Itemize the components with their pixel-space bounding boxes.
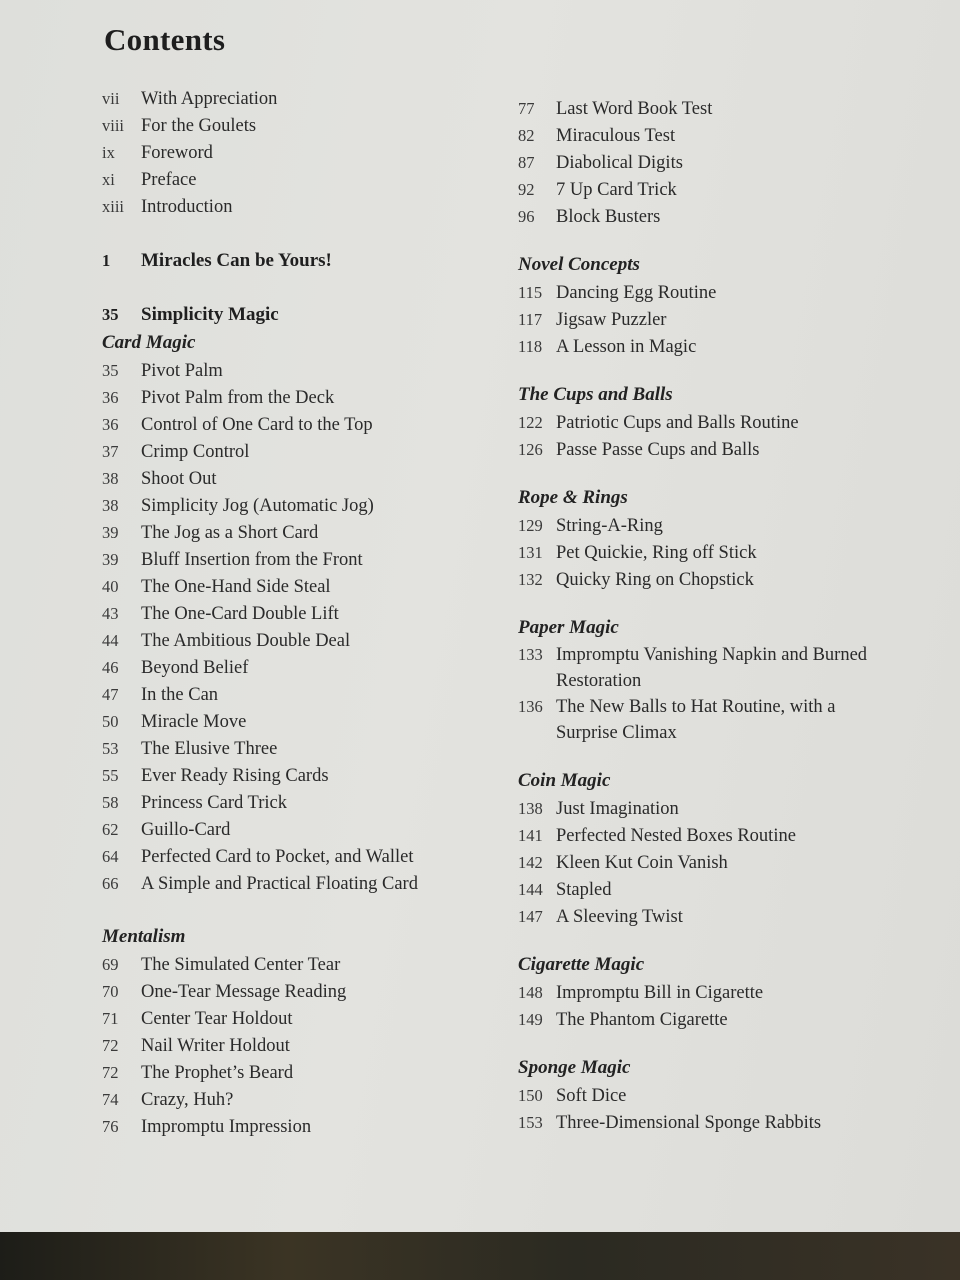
toc-page-number: 72: [102, 1063, 119, 1082]
toc-entry-title: Introduction: [141, 197, 233, 217]
toc-entry: [518, 566, 878, 593]
toc-entry-title: Miraculous Test: [556, 126, 676, 146]
toc-entry-title: Kleen Kut Coin Vanish: [556, 853, 728, 873]
toc-entry: [518, 795, 878, 822]
toc-entry-title: One-Tear Message Reading: [141, 982, 347, 1002]
toc-page-number: 131: [518, 543, 543, 562]
toc-entry-title: Perfected Card to Pocket, and Wallet: [141, 847, 414, 867]
toc-entry-title: The Phantom Cigarette: [556, 1010, 728, 1030]
toc-entry-title: Guillo-Card: [141, 820, 231, 840]
toc-entry-title: Preface: [141, 170, 197, 190]
toc-entry: [102, 112, 472, 139]
section-heading-coin-magic: Coin Magic: [518, 770, 611, 791]
toc-entry: [518, 149, 878, 176]
toc-entry-title: Center Tear Holdout: [141, 1009, 293, 1029]
toc-entry-title: Ever Ready Rising Cards: [141, 766, 329, 786]
toc-entry-title: With Appreciation: [141, 89, 278, 109]
toc-entry: [102, 1032, 472, 1059]
toc-page-number: 74: [102, 1090, 119, 1109]
toc-entry: [102, 1086, 472, 1113]
toc-entry-title: Impromptu Vanishing Napkin and Burned Restoration: [556, 645, 868, 691]
toc-page-number: 36: [102, 388, 119, 407]
chapter-title: Simplicity Magic: [141, 304, 279, 325]
toc-page-number: 138: [518, 799, 543, 818]
toc-page-number: ix: [102, 143, 115, 162]
toc-entry: [102, 492, 472, 519]
toc-entry-title: The Prophet’s Beard: [141, 1063, 294, 1083]
table-surface: [0, 1232, 960, 1280]
toc-page-number: 53: [102, 739, 119, 758]
section-heading-novel-concepts: Novel Concepts: [518, 254, 640, 275]
toc-entry: [102, 1113, 472, 1140]
toc-entry-title: Quicky Ring on Chopstick: [556, 570, 754, 590]
chapter-page-number: 35: [102, 305, 119, 324]
toc-page-number: 141: [518, 826, 543, 845]
toc-entry-title: 7 Up Card Trick: [556, 180, 677, 200]
toc-page-number: 118: [518, 337, 543, 356]
toc-entry: [102, 762, 472, 789]
toc-entry: [102, 654, 472, 681]
toc-entry: [518, 95, 878, 122]
toc-entry-title: Passe Passe Cups and Balls: [556, 440, 760, 460]
toc-page-number: vii: [102, 89, 120, 108]
toc-entry: [518, 306, 878, 333]
toc-page-number: 96: [518, 207, 535, 226]
toc-entry-title: A Sleeving Twist: [556, 907, 683, 927]
toc-entry: [518, 1082, 878, 1109]
toc-page-number: 148: [518, 983, 543, 1002]
coin-magic-list: [518, 795, 878, 930]
section-heading-rope-rings: Rope & Rings: [518, 487, 628, 508]
toc-entry-title: Patriotic Cups and Balls Routine: [556, 413, 799, 433]
toc-entry: [102, 465, 472, 492]
toc-entry: [102, 870, 472, 897]
toc-entry-title: A Simple and Practical Floating Card: [141, 874, 418, 894]
section-heading-paper-magic: Paper Magic: [518, 617, 619, 638]
toc-entry-title: Crimp Control: [141, 442, 250, 462]
toc-page-number: 153: [518, 1113, 543, 1132]
toc-left-column: [102, 85, 472, 1140]
novel-concepts-list: [518, 279, 878, 360]
toc-entry-title: For the Goulets: [141, 116, 257, 136]
toc-page-number: 38: [102, 496, 119, 515]
toc-entry: [518, 1109, 878, 1136]
section-heading-mentalism: Mentalism: [102, 926, 186, 947]
toc-entry: [102, 843, 472, 870]
toc-page-number: 87: [518, 153, 535, 172]
toc-page-number: 58: [102, 793, 119, 812]
toc-entry-title: Shoot Out: [141, 469, 217, 489]
toc-page-number: xiii: [102, 197, 125, 216]
toc-entry: [102, 546, 472, 573]
rope-rings-list: [518, 512, 878, 593]
toc-page-number: 43: [102, 604, 119, 623]
section-heading-card-magic: Card Magic: [102, 332, 196, 353]
toc-page-number: 46: [102, 658, 119, 677]
section-heading-cups-and-balls: The Cups and Balls: [518, 384, 673, 405]
toc-entry: [102, 789, 472, 816]
toc-entry: [102, 573, 472, 600]
toc-entry-title: Just Imagination: [556, 799, 679, 819]
toc-page-number: 122: [518, 413, 543, 432]
toc-entry-title: Block Busters: [556, 207, 661, 227]
toc-entry: [102, 438, 472, 465]
toc-page-number: 82: [518, 126, 535, 145]
toc-page-number: 76: [102, 1117, 119, 1136]
toc-entry: [102, 139, 472, 166]
toc-entry-title: Beyond Belief: [141, 658, 249, 678]
cigarette-magic-list: [518, 979, 878, 1033]
toc-entry-title: Miracle Move: [141, 712, 247, 732]
cups-and-balls-list: [518, 409, 878, 463]
paper-magic-list: [518, 642, 878, 746]
toc-entry: [518, 436, 878, 463]
toc-page-number: 72: [102, 1036, 119, 1055]
chapter-entry: [102, 301, 472, 328]
toc-entry-title: The One-Card Double Lift: [141, 604, 339, 624]
toc-entry-title: The New Balls to Hat Routine, with a Surprise Climax: [556, 697, 836, 743]
toc-page-number: 142: [518, 853, 543, 872]
toc-entry-title: Simplicity Jog (Automatic Jog): [141, 496, 374, 516]
toc-entry: [518, 279, 878, 306]
toc-entry: [518, 409, 878, 436]
toc-entry-title: The One-Hand Side Steal: [141, 577, 331, 597]
toc-entry: [102, 357, 472, 384]
toc-entry: [518, 203, 878, 230]
toc-entry-title: Bluff Insertion from the Front: [141, 550, 363, 570]
toc-entry-title: The Elusive Three: [141, 739, 278, 759]
toc-page-number: 44: [102, 631, 119, 650]
toc-entry-title: Diabolical Digits: [556, 153, 683, 173]
toc-page-number: 115: [518, 283, 543, 302]
toc-entry: [102, 166, 472, 193]
toc-page-number: 144: [518, 880, 543, 899]
toc-page-number: 47: [102, 685, 119, 704]
toc-entry: [102, 627, 472, 654]
front-matter-list: [102, 85, 472, 220]
toc-page-number: 66: [102, 874, 119, 893]
toc-entry: [518, 122, 878, 149]
toc-entry: [518, 822, 878, 849]
toc-page-number: 136: [518, 697, 543, 716]
chapter-page-number: 1: [102, 251, 111, 270]
toc-page-number: 64: [102, 847, 119, 866]
toc-entry: [102, 600, 472, 627]
toc-page-number: 70: [102, 982, 119, 1001]
toc-entry-title: Impromptu Bill in Cigarette: [556, 983, 764, 1003]
toc-entry: [102, 1059, 472, 1086]
toc-page-number: 129: [518, 516, 543, 535]
sponge-magic-list: [518, 1082, 878, 1136]
toc-page-number: 50: [102, 712, 119, 731]
toc-entry: [102, 193, 472, 220]
toc-page-number: 40: [102, 577, 119, 596]
toc-entry: [102, 735, 472, 762]
toc-entry-title: Control of One Card to the Top: [141, 415, 373, 435]
toc-page-number: viii: [102, 116, 125, 135]
toc-page-number: 39: [102, 550, 119, 569]
card-magic-list: [102, 357, 472, 897]
toc-entry-title: Last Word Book Test: [556, 99, 713, 119]
toc-entry-title: Stapled: [556, 880, 612, 900]
toc-page-number: 38: [102, 469, 119, 488]
toc-entry: [518, 512, 878, 539]
toc-page-number: 39: [102, 523, 119, 542]
toc-entry: [102, 519, 472, 546]
toc-entry: [518, 876, 878, 903]
page-title: Contents: [104, 22, 226, 57]
toc-entry-title: Jigsaw Puzzler: [556, 310, 667, 330]
toc-entry: [102, 708, 472, 735]
toc-entry-title: Impromptu Impression: [141, 1117, 312, 1137]
mentalism-list: [102, 951, 472, 1140]
toc-entry-title: Dancing Egg Routine: [556, 283, 717, 303]
chapter-entry: [102, 247, 472, 274]
toc-entry: [518, 903, 878, 930]
toc-entry: [102, 681, 472, 708]
toc-page-number: 117: [518, 310, 543, 329]
toc-entry-title: Pivot Palm from the Deck: [141, 388, 335, 408]
toc-page-number: xi: [102, 170, 115, 189]
toc-entry-title: String-A-Ring: [556, 516, 663, 536]
toc-page-number: 150: [518, 1086, 543, 1105]
toc-page-number: 69: [102, 955, 119, 974]
toc-entry: [102, 951, 472, 978]
section-heading-sponge-magic: Sponge Magic: [518, 1057, 631, 1078]
toc-page-number: 37: [102, 442, 119, 461]
toc-entry: [102, 384, 472, 411]
toc-entry: [102, 1005, 472, 1032]
toc-entry: [102, 978, 472, 1005]
toc-entry: [518, 642, 878, 694]
toc-entry: [102, 85, 472, 112]
toc-entry-title: Three-Dimensional Sponge Rabbits: [556, 1113, 822, 1133]
toc-page-number: 77: [518, 99, 535, 118]
toc-entry: [518, 979, 878, 1006]
toc-page-number: 147: [518, 907, 543, 926]
chapter-title: Miracles Can be Yours!: [141, 250, 332, 271]
toc-entry-title: Princess Card Trick: [141, 793, 287, 813]
toc-entry-title: Pivot Palm: [141, 361, 223, 381]
toc-entry-title: Foreword: [141, 143, 213, 163]
toc-entry-title: Crazy, Huh?: [141, 1090, 234, 1110]
toc-page-number: 132: [518, 570, 543, 589]
toc-page-number: 126: [518, 440, 543, 459]
toc-entry-title: In the Can: [141, 685, 219, 705]
toc-entry: [518, 694, 878, 746]
toc-entry-title: Pet Quickie, Ring off Stick: [556, 543, 757, 563]
toc-entry: [102, 816, 472, 843]
toc-page-number: 36: [102, 415, 119, 434]
toc-entry: [102, 411, 472, 438]
toc-entry-title: The Ambitious Double Deal: [141, 631, 351, 651]
toc-entry: [518, 539, 878, 566]
toc-right-column: [518, 95, 878, 1136]
toc-entry: [518, 333, 878, 360]
toc-page-number: 55: [102, 766, 119, 785]
toc-entry-title: The Jog as a Short Card: [141, 523, 319, 543]
section-heading-cigarette-magic: Cigarette Magic: [518, 954, 645, 975]
toc-entry: [518, 176, 878, 203]
toc-entry: [518, 1006, 878, 1033]
mentalism-continued-list: [518, 95, 878, 230]
toc-page-number: 149: [518, 1010, 543, 1029]
toc-page-number: 133: [518, 645, 543, 664]
toc-entry-title: Soft Dice: [556, 1086, 627, 1106]
toc-entry: [518, 849, 878, 876]
toc-page-number: 35: [102, 361, 119, 380]
toc-entry-title: Nail Writer Holdout: [141, 1036, 290, 1056]
toc-entry-title: Perfected Nested Boxes Routine: [556, 826, 796, 846]
toc-page-number: 92: [518, 180, 535, 199]
toc-entry-title: The Simulated Center Tear: [141, 955, 341, 975]
toc-page-number: 71: [102, 1009, 119, 1028]
toc-entry-title: A Lesson in Magic: [556, 337, 697, 357]
toc-page-number: 62: [102, 820, 119, 839]
